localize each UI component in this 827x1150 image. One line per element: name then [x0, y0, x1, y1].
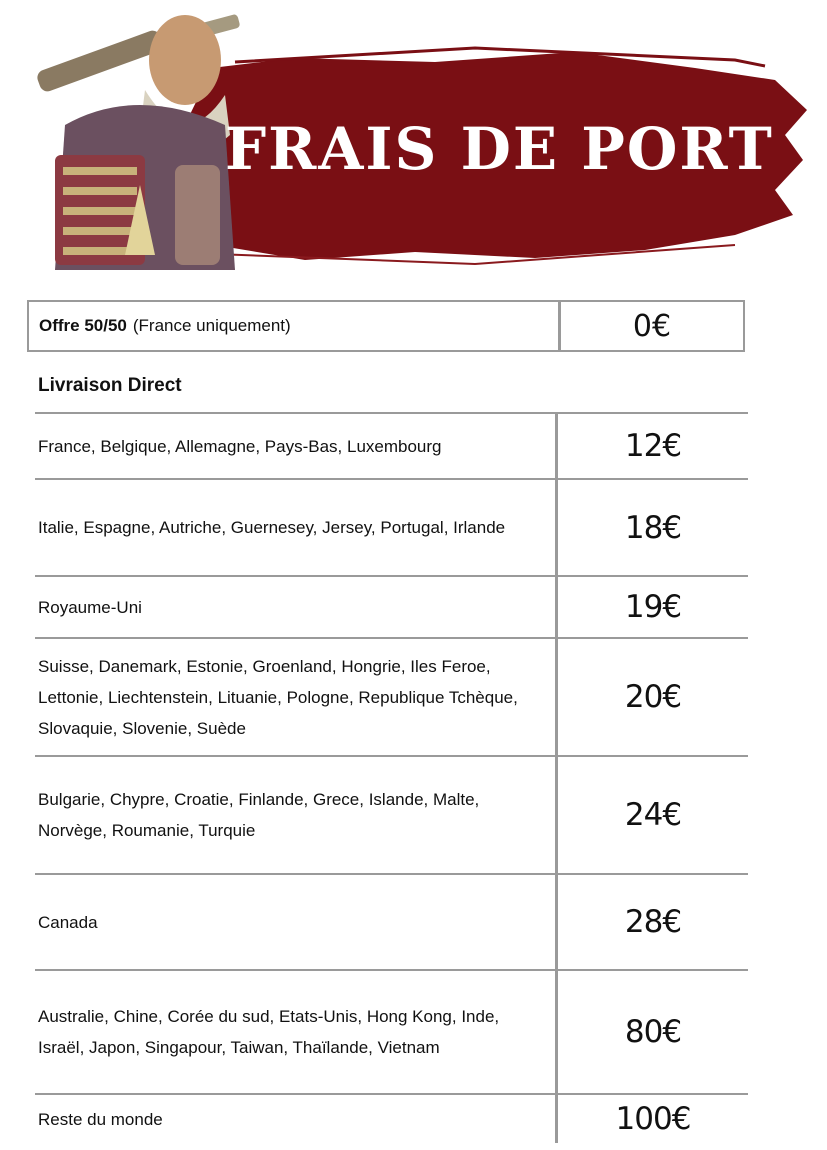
countries-cell: Canada — [35, 875, 558, 969]
samurai-warrior-illustration — [25, 5, 255, 280]
countries-cell: Suisse, Danemark, Estonie, Groenland, Hongrie, Iles Feroe, Lettonie, Liechtenstein, Lituanie, Pologne, Republique Tchèque, Slovaquie, Slovenie, Suède — [35, 639, 558, 755]
countries-cell: Australie, Chine, Corée du sud, Etats-Unis, Hong Kong, Inde, Israël, Japon, Singapour, Taiwan, Thaïlande, Vietnam — [35, 971, 558, 1093]
offer-name: Offre 50/50 — [39, 316, 127, 335]
table-row — [35, 637, 748, 755]
offer-note: (France uniquement) — [132, 316, 291, 335]
offer-label — [29, 302, 561, 350]
table-row — [35, 755, 748, 873]
countries-cell: Bulgarie, Chypre, Croatie, Finlande, Grece, Islande, Malte, Norvège, Roumanie, Turquie — [35, 757, 558, 873]
countries-cell: Royaume-Uni — [35, 577, 558, 637]
price-cell: 100€ — [615, 1101, 691, 1137]
countries-cell: France, Belgique, Allemagne, Pays-Bas, Luxembourg — [35, 414, 558, 478]
header — [0, 0, 827, 290]
price-cell: 24€ — [624, 797, 682, 833]
offer-box — [27, 300, 745, 352]
table-row — [35, 575, 748, 637]
page-title: FRAIS DE PORT — [225, 115, 774, 183]
price-cell: 28€ — [624, 904, 682, 940]
shipping-rates-table — [35, 412, 748, 1143]
table-row — [35, 478, 748, 575]
price-cell: 20€ — [624, 679, 682, 715]
price-cell: 18€ — [624, 509, 682, 546]
price-cell: 19€ — [624, 589, 682, 625]
table-row — [35, 1093, 748, 1143]
offer-price: 0€ — [632, 308, 672, 344]
countries-cell: Reste du monde — [35, 1095, 558, 1143]
price-cell: 80€ — [624, 1014, 682, 1050]
table-row — [35, 873, 748, 969]
price-cell: 12€ — [624, 428, 682, 464]
countries-cell: Italie, Espagne, Autriche, Guernesey, Jersey, Portugal, Irlande — [35, 480, 558, 575]
table-row — [35, 969, 748, 1093]
section-title: Livraison Direct — [38, 375, 182, 396]
table-row — [35, 412, 748, 478]
